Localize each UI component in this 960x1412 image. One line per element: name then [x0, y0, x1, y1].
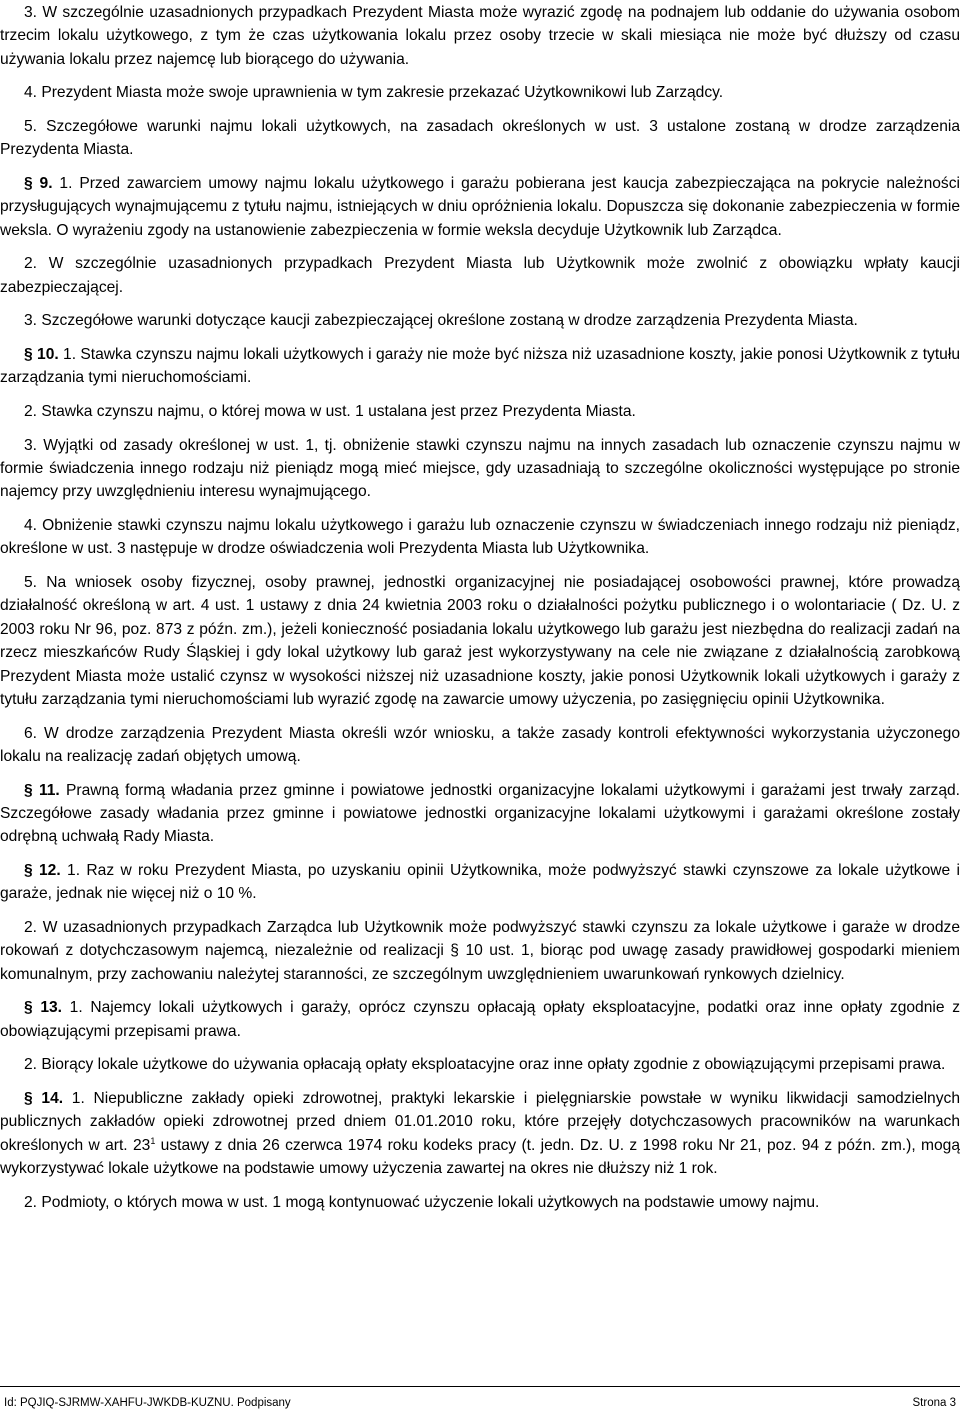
paragraph-s13-2	[0, 1053, 960, 1076]
paragraph-text: 5. Na wniosek osoby fizycznej, osoby prawnej, jednostki organizacyjnej nie posiadającej osobowości prawnej, które prowadzą działalność określoną w art. 4 ust. 1 ustawy z dnia 24 kwietnia 2003 roku o działalności pożytku publicznego i o wolontariacie ( Dz. U. z 2003 roku Nr 96, poz. 873 z późn. zm.), jeżeli konieczność posiadania lokalu użytkowego lub garażu jest niezbędna do realizacji zadań na rzecz mieszkańców Rudy Śląskiej i gdy lokal użytkowy lub garaż jest wykorzystywany na cele nie związane z działalnością zarobkową Prezydent Miasta może ustalić czynsz w wysokości niższej niż uzasadnione koszty, jakie ponosi Użytkownik lokali użytkowych i garaży z tytułu zarządzania tymi nieruchomościami lub wyrazić zgodę na zawarcie umowy użyczenia, po zasięgnięciu opinii Użytkownika.	[0, 574, 960, 709]
paragraph-9-5	[0, 115, 960, 162]
section-number: § 9.	[24, 175, 53, 192]
section-number: § 13.	[24, 999, 63, 1017]
paragraph-text: Prawną formą władania przez gminne i powiatowe jednostki organizacyjne lokalami użytkowymi i garażami jest trwały zarząd. Szczegółowe zasady władania przez gminne i powiatowe jednostki organizacyjne lokalami użytkowymi i garażami określone zostały odrębną uchwałą Rady Miasta.	[0, 781, 960, 846]
section-number: § 11.	[24, 781, 60, 799]
paragraph-text: 2. W uzasadnionych przypadkach Zarządca lub Użytkownik może podwyższyć stawki czynszu za lokale użytkowe i garaże w drodze rokowań z dotychczasowym najemcą, niezależnie od realizacji § 10 ust. 1, biorąc pod uwagę zasady prawidłowej gospodarki mieniem komunalnym, przy zachowaniu należytej staranności, ze szczególnym uwzględnieniem uwarunkowań rynkowych dzielnicy.	[0, 919, 960, 983]
section-number: § 10.	[24, 346, 59, 363]
paragraph-section-12	[0, 859, 960, 906]
paragraph-s9-3	[0, 309, 960, 332]
paragraph-text: 2. Podmioty, o których mowa w ust. 1 mogą kontynuować użyczenie lokali użytkowych na podstawie umowy najmu.	[24, 1193, 820, 1211]
paragraph-text-continued: ustawy z dnia 26 czerwca 1974 roku kodeks pracy (t. jedn. Dz. U. z 1998 roku Nr 21, poz. 94 z późn. zm.), mogą wykorzystywać lokale użytkowe na podstawie umowy użyczenia zawartej na okres nie dłuższy niż 1 rok.	[0, 1136, 960, 1178]
paragraph-s12-2	[0, 916, 960, 986]
paragraph-text: 6. W drodze zarządzenia Prezydent Miasta określi wzór wniosku, a także zasady kontroli efektywności wykorzystania użyczonego lokalu na realizację zadań objętych umową.	[0, 724, 960, 766]
paragraph-text: 2. W szczególnie uzasadnionych przypadkach Prezydent Miasta lub Użytkownik może zwolnić z obowiązku wpłaty kaucji zabezpieczającej.	[0, 255, 960, 296]
paragraph-section-9	[0, 172, 960, 242]
paragraph-section-13	[0, 996, 960, 1043]
paragraph-9-4	[0, 81, 960, 104]
section-number: § 14.	[24, 1090, 64, 1108]
document-id: Id: PQJIQ-SJRMW-XAHFU-JWKDB-KUZNU. Podpisany	[4, 1397, 291, 1409]
paragraph-text: 2. Stawka czynszu najmu, o której mowa w ust. 1 ustalana jest przez Prezydenta Miasta.	[24, 403, 636, 420]
paragraph-section-11	[0, 779, 960, 849]
paragraph-text: 1. Najemcy lokali użytkowych i garaży, oprócz czynszu opłacają opłaty eksploatacyjne, podatki oraz inne opłaty zgodnie z obowiązującymi przepisami prawa.	[0, 999, 960, 1040]
paragraph-section-14	[0, 1087, 960, 1181]
document-body	[0, 1, 960, 1224]
paragraph-section-10	[0, 343, 960, 390]
paragraph-s10-6	[0, 722, 960, 769]
paragraph-text: 1. Stawka czynszu najmu lokali użytkowych i garaży nie może być niższa niż uzasadnione koszty, jakie ponosi Użytkownik z tytułu zarządzania tymi nieruchomościami.	[0, 346, 960, 387]
paragraph-text: 3. Wyjątki od zasady określonej w ust. 1, tj. obniżenie stawki czynszu najmu na innych zasadach lub oznaczenie czynszu najmu w formie świadczenia innego rodzaju niż pieniądz mogą mieć miejsce, gdy uzasadniają to szczególne okoliczności występujące po stronie najemcy przy uwzględnieniu interesu wynajmującego.	[0, 436, 960, 501]
paragraph-s10-3	[0, 434, 960, 504]
section-number: § 12.	[24, 862, 61, 880]
paragraph-text: 1. Przed zawarciem umowy najmu lokalu użytkowego i garażu pobierana jest kaucja zabezpieczająca na pokrycie należności przysługujących wynajmującemu z tytułu najmu, istniejących w dniu opróżnienia lokalu. Dopuszcza się dokonanie zabezpieczenia w formie weksla. O wyrażeniu zgody na ustanowienie zabezpieczenia w formie weksla decyduje Użytkownik lub Zarządca.	[0, 175, 960, 239]
page-footer	[0, 1386, 960, 1412]
paragraph-text: 1. Raz w roku Prezydent Miasta, po uzyskaniu opinii Użytkownika, może podwyższyć stawki czynszowe za lokale użytkowe i garaże, jednak nie więcej niż o 10 %.	[0, 862, 960, 903]
paragraph-9-3	[0, 1, 960, 71]
paragraph-text: 3. W szczególnie uzasadnionych przypadkach Prezydent Miasta może wyrazić zgodę na podnajem lub oddanie do używania osobom trzecim lokalu użytkowego, z tym że czas użytkowania lokalu przez osoby trzecie w skali miesiąca nie może być dłuższy od czasu używania lokalu przez najemcę lub biorącego do używania.	[0, 4, 960, 68]
paragraph-s10-5	[0, 571, 960, 711]
paragraph-text: 1. Niepubliczne zakłady opieki zdrowotnej, praktyki lekarskie i pielęgniarskie powstałe w wyniku likwidacji samodzielnych publicznych zakładów opieki zdrowotnej przed dniem 01.01.2010 roku, które przejęły dotychczasowych pracowników na warunkach określonych w art. 23	[0, 1090, 960, 1154]
paragraph-text: 2. Biorący lokale użytkowe do używania opłacają opłaty eksploatacyjne oraz inne opłaty zgodnie z obowiązującymi przepisami prawa.	[24, 1056, 946, 1074]
paragraph-text: 4. Obniżenie stawki czynszu najmu lokalu użytkowego i garażu lub oznaczenie czynszu w świadczeniach innego rodzaju niż pieniądz, określone w ust. 3 następuje w drodze oświadczenia woli Prezydenta Miasta lub Użytkownika.	[0, 517, 960, 558]
paragraph-text: 3. Szczegółowe warunki dotyczące kaucji zabezpieczającej określone zostaną w drodze zarządzenia Prezydenta Miasta.	[24, 312, 858, 330]
page-number: Strona 3	[912, 1397, 956, 1409]
paragraph-s10-2	[0, 400, 960, 423]
paragraph-text: 4. Prezydent Miasta może swoje uprawnienia w tym zakresie przekazać Użytkownikowi lub Zarządcy.	[24, 84, 724, 102]
superscript: 1	[150, 1135, 156, 1146]
paragraph-s14-2	[0, 1191, 960, 1214]
paragraph-text: 5. Szczegółowe warunki najmu lokali użytkowych, na zasadach określonych w ust. 3 ustalone zostaną w drodze zarządzenia Prezydenta Miasta.	[0, 118, 960, 159]
paragraph-s10-4	[0, 514, 960, 561]
paragraph-s9-2	[0, 252, 960, 299]
